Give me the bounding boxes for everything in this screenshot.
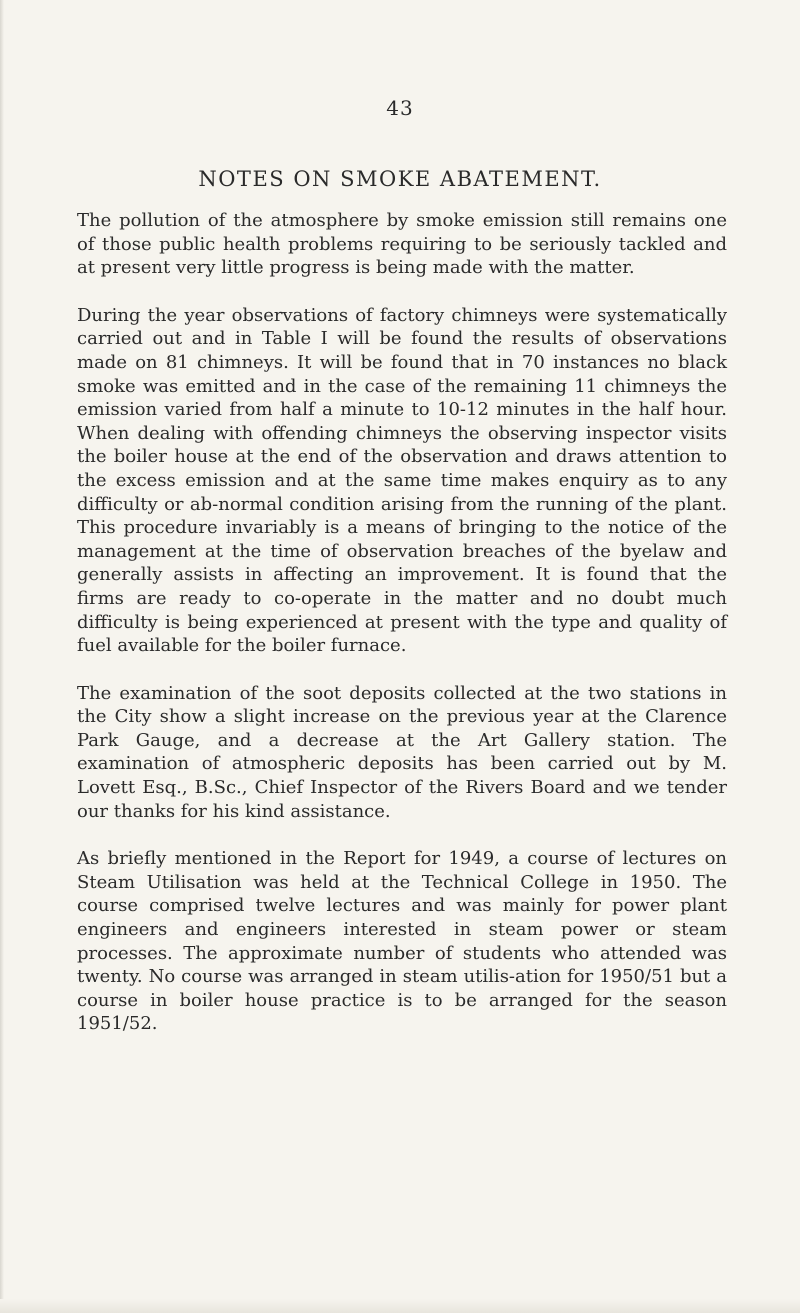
- page-edge-bottom: [0, 1299, 800, 1313]
- page-title: NOTES ON SMOKE ABATEMENT.: [198, 167, 602, 191]
- page-edge-left: [0, 0, 4, 1313]
- paragraph-soot-deposits: The examination of the soot deposits collected at the two stations in the City show a slight increase on the previous year at the Clarence Park Gauge, and a decrease at the Art Gallery station. The examination of atmospheric deposits has been carried out by M. Lovett Esq., B.Sc., Chief Inspector of the Rivers Board and we tender our thanks for his kind assistance.: [77, 682, 727, 822]
- page-number: 43: [386, 96, 414, 120]
- paragraph-steam-lectures: As briefly mentioned in the Report for 1949, a course of lectures on Steam Utilisation was held at the Technical College in 1950. The course comprised twelve lectures and was mainly for power plant engineers and engineers interested in steam power or steam processes. The approximate number of students who attended was twenty. No course was arranged in steam utilis-ation for 1950/51 but a course in boiler house practice is to be arranged for the season 1951/52.: [77, 848, 727, 1035]
- paragraph-chimney-observations: During the year observations of factory chimneys were systematically carried out and in Table I will be found the results of observations made on 81 chimneys. It will be found that in 70 instances no black smoke was emitted and in the case of the remaining 11 chimneys the emission varied from half a minute to 10-12 minutes in the half hour. When dealing with offending chimneys the observing inspector visits the boiler house at the end of the observation and draws attention to the excess emission and at the same time makes enquiry as to any difficulty or ab-normal condition arising from the running of the plant. This procedure invariably is a means of bringing to the notice of the management at the time of observation breaches of the byelaw and generally assists in affecting an improvement. It is found that the firms are ready to co-operate in the matter and no doubt much difficulty is being experienced at present with the type and quality of fuel available for the boiler furnace.: [77, 304, 727, 657]
- paragraph-smoke-pollution: The pollution of the atmosphere by smoke emission still remains one of those public health problems requiring to be seriously tackled and at present very little progress is being made with the matter.: [77, 210, 727, 279]
- body-text: [77, 209, 727, 1060]
